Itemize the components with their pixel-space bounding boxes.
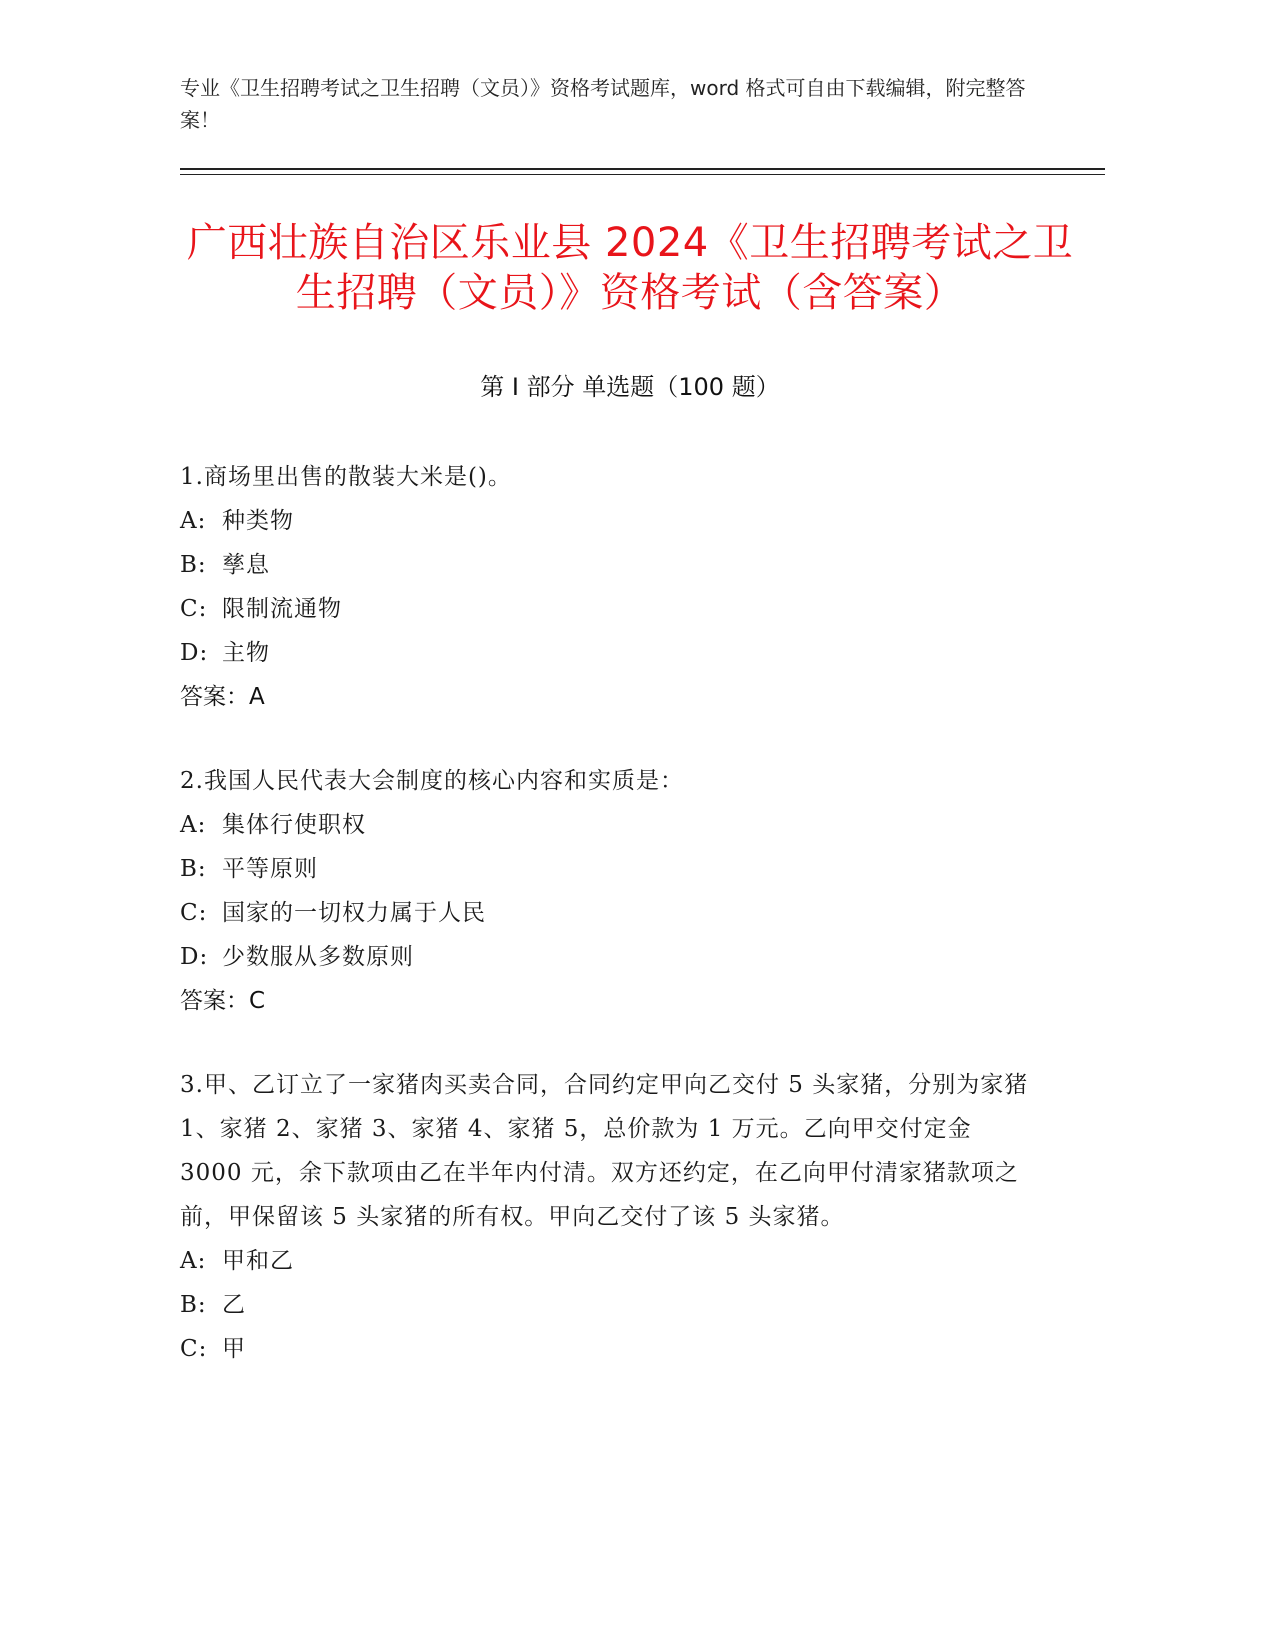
option-letter: A: [180, 508, 207, 534]
option-text: 种类物 [222, 508, 294, 534]
option-text: 少数服从多数原则 [222, 944, 414, 970]
option-text: 甲 [222, 1336, 246, 1362]
option-text: 主物 [222, 640, 270, 666]
option-c [180, 891, 1040, 935]
option-letter: B: [180, 856, 207, 882]
option-letter: C: [180, 1336, 208, 1362]
option-letter: A: [180, 812, 207, 838]
answer-label: 答案：C [180, 988, 266, 1014]
question-stem: 2.我国人民代表大会制度的核心内容和实质是： [180, 768, 684, 794]
option-letter: D: [180, 640, 209, 666]
option-d [180, 631, 1040, 675]
header-divider-thin [180, 174, 1105, 175]
option-text: 乙 [222, 1292, 246, 1318]
option-letter: D: [180, 944, 209, 970]
option-text: 集体行使职权 [222, 812, 366, 838]
option-b [180, 847, 1040, 891]
question-3 [180, 1063, 1040, 1371]
section-title: 第 I 部分 单选题（100 题） [480, 373, 780, 401]
option-letter: B: [180, 1292, 207, 1318]
option-b [180, 543, 1040, 587]
option-text: 甲和乙 [222, 1248, 294, 1274]
option-d [180, 935, 1040, 979]
answer-label: 答案：A [180, 684, 265, 710]
option-a [180, 1239, 1040, 1283]
document-title: 广西壮族自治区乐业县 2024《卫生招聘考试之卫生招聘（文员）》资格考试（含答案） [186, 220, 1074, 316]
header-note: 专业《卫生招聘考试之卫生招聘（文员）》资格考试题库，word 格式可自由下载编辑，附完整答案！ [180, 76, 1026, 132]
question-1 [180, 455, 1040, 719]
header-divider-thick [180, 168, 1105, 170]
option-a [180, 803, 1040, 847]
option-a [180, 499, 1040, 543]
option-text: 国家的一切权力属于人民 [222, 900, 486, 926]
question-list [180, 455, 1040, 1411]
option-text: 平等原则 [222, 856, 318, 882]
question-stem: 1.商场里出售的散装大米是()。 [180, 464, 512, 490]
option-letter: C: [180, 900, 208, 926]
question-2 [180, 759, 1040, 1023]
question-stem: 3.甲、乙订立了一家猪肉买卖合同，合同约定甲向乙交付 5 头家猪，分别为家猪 1、家猪 2、家猪 3、家猪 4、家猪 5，总价款为 1 万元。乙向甲交付定金 3000 元，余下款项由乙在半年内付清。双方还约定，在乙向甲付清家猪款项之前，甲保留该 5 头家猪的所有权。甲向乙交付了该 5 头家猪。 [180, 1072, 1029, 1230]
option-letter: C: [180, 596, 208, 622]
option-text: 孳息 [222, 552, 270, 578]
option-letter: B: [180, 552, 207, 578]
option-c [180, 1327, 1040, 1371]
option-c [180, 587, 1040, 631]
option-text: 限制流通物 [222, 596, 342, 622]
option-letter: A: [180, 1248, 207, 1274]
option-b [180, 1283, 1040, 1327]
